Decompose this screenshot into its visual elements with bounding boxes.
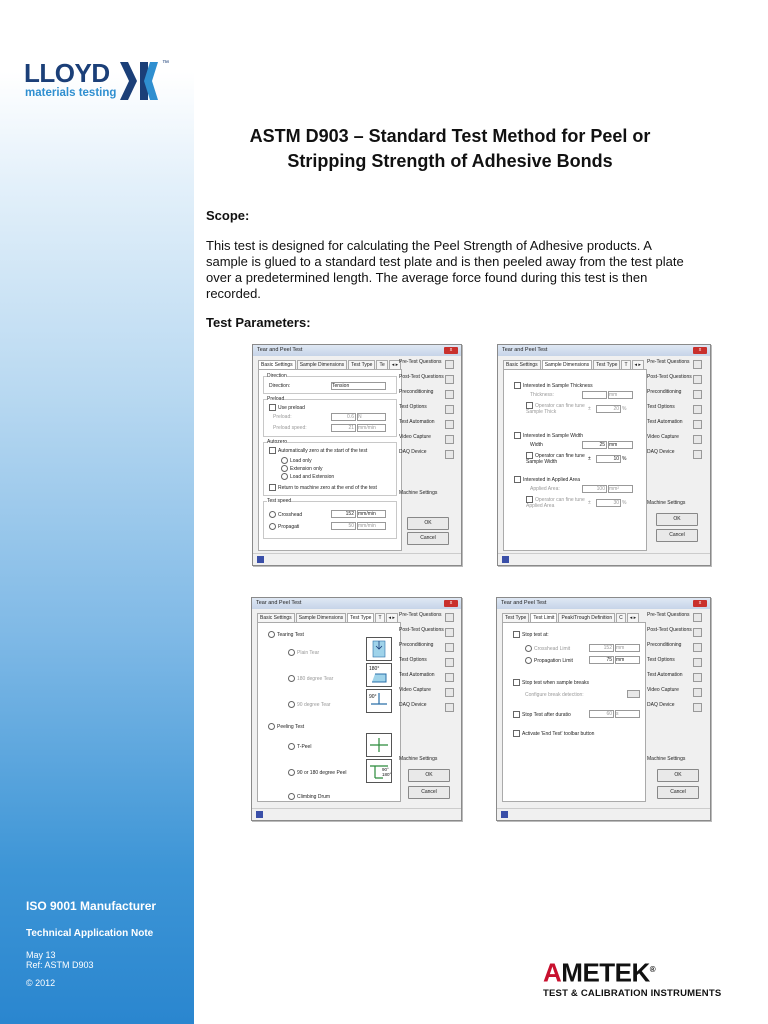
cancel-button[interactable]: Cancel	[408, 786, 450, 799]
auto-zero-label: Automatically zero at the start of the test	[278, 447, 368, 454]
tear-180-label: 180 degree Tear	[297, 675, 334, 682]
right-item-label: Pre-Test Questions	[399, 359, 442, 365]
configure-break-label: Configure break detection:	[525, 692, 584, 698]
lloyd-logo	[24, 60, 174, 104]
settings-icon[interactable]	[445, 375, 454, 384]
peel-90-180-label: 90 or 180 degree Peel	[297, 769, 347, 776]
settings-icon[interactable]	[693, 375, 702, 384]
screenshot-test-type	[251, 597, 462, 821]
tab-test-type[interactable]: Test Type	[347, 613, 374, 622]
t-peel-radio[interactable]	[288, 743, 311, 750]
stop-breaks-checkbox[interactable]	[513, 679, 589, 686]
t-peel-diagram-icon	[366, 733, 392, 757]
settings-icon[interactable]	[693, 613, 702, 622]
ok-button[interactable]: OK	[656, 513, 698, 526]
right-item-label: DAQ Device	[647, 449, 675, 455]
tear-180-diagram-icon	[366, 663, 392, 687]
plain-tear-label: Plain Tear	[297, 649, 320, 656]
tear-90-radio[interactable]	[288, 701, 331, 708]
width-checkbox[interactable]	[514, 432, 583, 439]
machine-settings-label: Machine Settings	[647, 500, 686, 506]
settings-icon[interactable]	[445, 628, 454, 637]
thickness-label: Thickness:	[530, 392, 554, 398]
area-pct-sign: %	[622, 500, 627, 506]
right-item-label: Preconditioning	[399, 389, 434, 395]
right-item-post-test[interactable]	[399, 374, 455, 389]
stop-duration-checkbox[interactable]	[513, 711, 571, 718]
right-menu	[399, 359, 455, 464]
settings-icon[interactable]	[693, 643, 702, 652]
tab-peak-trough[interactable]: Peak/Trough Definition	[558, 613, 615, 622]
right-item-label: Video Capture	[399, 434, 431, 440]
settings-icon[interactable]	[693, 703, 702, 712]
status-bar	[498, 553, 710, 565]
right-item-preconditioning[interactable]	[647, 642, 703, 657]
area-unit-select[interactable]: mm²	[608, 485, 633, 493]
settings-icon[interactable]	[693, 658, 702, 667]
ok-button[interactable]: OK	[407, 517, 449, 530]
right-item-label: Pre-Test Questions	[647, 359, 690, 365]
registered-mark: ®	[649, 965, 656, 974]
note-type: Technical Application Note	[26, 928, 154, 939]
settings-icon[interactable]	[693, 673, 702, 682]
width-tune-checkbox[interactable]	[526, 452, 586, 465]
cancel-button[interactable]: Cancel	[656, 529, 698, 542]
machine-settings-label: Machine Settings	[647, 756, 686, 762]
load-extension-radio[interactable]	[281, 473, 334, 480]
duration-unit-select[interactable]: s	[615, 710, 640, 718]
settings-icon[interactable]	[693, 628, 702, 637]
app-icon	[256, 811, 263, 818]
right-item-test-options[interactable]	[647, 657, 703, 672]
propagation-radio[interactable]	[269, 523, 299, 530]
tab-test-limit[interactable]: Test Limit	[530, 613, 557, 622]
right-item-post-test[interactable]	[647, 627, 703, 642]
settings-icon[interactable]	[445, 420, 454, 429]
scope-text: This test is designed for calculating the Peel Strength of Adhesive products. A sample is glued to a standard test plate and is then peeled away from the test plate over a predetermined length. The average force found during this test is then recorded.	[206, 238, 684, 301]
right-item-test-automation[interactable]	[647, 419, 703, 434]
direction-value: Tension	[332, 383, 350, 389]
thickness-pct-field[interactable]: 20	[596, 405, 621, 413]
dialog-titlebar	[497, 598, 710, 609]
deg-90-label: 90°	[369, 694, 377, 700]
dimensions-panel	[503, 369, 647, 551]
test-limit-panel	[502, 622, 646, 802]
close-icon[interactable]: x	[693, 600, 707, 607]
right-item-preconditioning[interactable]	[399, 642, 455, 657]
right-item-label: DAQ Device	[647, 702, 675, 708]
thickness-tune-checkbox[interactable]	[526, 402, 586, 415]
right-item-pre-test[interactable]	[399, 612, 455, 627]
settings-icon[interactable]	[693, 450, 702, 459]
lloyd-k-mark-icon	[118, 62, 160, 100]
crosshead-limit-radio[interactable]	[525, 645, 570, 652]
right-item-label: Preconditioning	[647, 389, 682, 395]
extension-only-radio[interactable]	[281, 465, 323, 472]
peeling-test-radio[interactable]	[268, 723, 304, 730]
settings-icon[interactable]	[445, 390, 454, 399]
area-label: Applied Area:	[530, 486, 560, 492]
app-icon	[257, 556, 264, 563]
auto-zero-checkbox[interactable]	[269, 447, 367, 454]
tab-scroll-arrows[interactable]: ◂ ▸	[389, 360, 401, 369]
settings-icon[interactable]	[445, 703, 454, 712]
propagation-limit-field[interactable]: 75	[589, 656, 614, 664]
width-check-label: Interested in Sample Width	[523, 432, 584, 439]
tab-strip	[503, 360, 645, 369]
stop-test-at-checkbox[interactable]	[513, 631, 549, 638]
right-item-video-capture[interactable]	[647, 434, 703, 449]
propagation-label: Propagati	[278, 523, 300, 530]
tab-sample-dimensions[interactable]: Sample Dimensions	[297, 360, 347, 369]
crosshead-radio[interactable]	[269, 511, 302, 518]
right-menu	[647, 359, 703, 464]
preload-speed-field[interactable]: 21	[331, 424, 356, 432]
right-item-preconditioning[interactable]	[647, 389, 703, 404]
propagation-limit-unit-select[interactable]: mm	[615, 656, 640, 664]
machine-settings-label: Machine Settings	[399, 756, 438, 762]
stop-test-at-label: Stop test at:	[522, 631, 549, 638]
t-peel-label: T-Peel	[297, 743, 312, 750]
settings-icon[interactable]	[445, 435, 454, 444]
area-pct-field[interactable]: 30	[596, 499, 621, 507]
return-zero-label: Return to machine zero at the end of the test	[278, 484, 377, 491]
status-bar	[252, 808, 461, 820]
end-test-button-checkbox[interactable]	[513, 730, 594, 737]
ametek-wordmark	[543, 956, 743, 987]
right-menu	[647, 612, 703, 717]
thickness-check-label: Interested in Sample Thickness	[523, 382, 593, 389]
right-item-test-automation[interactable]	[647, 672, 703, 687]
dialog-title: Tear and Peel Test	[501, 600, 547, 606]
tab-scroll-arrows[interactable]: ◂ ▸	[386, 613, 398, 622]
preload-group-label: Preload	[267, 396, 285, 402]
doc-date: May 13	[26, 950, 56, 960]
right-item-label: Test Automation	[399, 672, 435, 678]
area-check-label: Interested in Applied Area	[523, 476, 580, 483]
thickness-unit-select[interactable]: mm	[608, 391, 633, 399]
propagation-speed-field[interactable]: 50	[331, 522, 356, 530]
right-item-video-capture[interactable]	[647, 687, 703, 702]
propagation-unit-select[interactable]: mm/min	[357, 522, 386, 530]
tab-test-type[interactable]: Test Type	[502, 613, 529, 622]
peel-90-180-diagram-icon	[366, 759, 392, 783]
tearing-test-label: Tearing Test	[277, 631, 304, 638]
preload-label: Preload:	[273, 414, 292, 420]
use-preload-label: Use preload	[278, 404, 305, 411]
tab-basic-settings[interactable]: Basic Settings	[503, 360, 541, 369]
settings-icon[interactable]	[445, 673, 454, 682]
thickness-pct-sign: %	[622, 406, 627, 412]
preload-field[interactable]: 0.6	[331, 413, 356, 421]
right-item-label: Post-Test Questions	[647, 627, 692, 633]
ametek-a: A	[543, 957, 562, 988]
settings-icon[interactable]	[693, 405, 702, 414]
right-item-daq-device[interactable]	[647, 449, 703, 464]
stop-breaks-label: Stop test when sample breaks	[522, 679, 589, 686]
doc-ref: Ref: ASTM D903	[26, 960, 94, 970]
plain-tear-radio[interactable]	[288, 649, 319, 656]
right-menu	[399, 612, 455, 717]
right-item-label: Preconditioning	[399, 642, 434, 648]
screenshot-test-limit	[496, 597, 711, 821]
tear-90-label: 90 degree Tear	[297, 701, 331, 708]
right-item-daq-device[interactable]	[399, 702, 455, 717]
width-label: Width	[530, 442, 543, 448]
tab-test-type[interactable]: Test Type	[348, 360, 375, 369]
settings-icon[interactable]	[445, 613, 454, 622]
tab-basic-settings[interactable]: Basic Settings	[258, 360, 296, 369]
right-item-label: Video Capture	[399, 687, 431, 693]
configure-break-button[interactable]	[627, 690, 640, 698]
thickness-checkbox[interactable]	[514, 382, 593, 389]
ok-button[interactable]: OK	[408, 769, 450, 782]
app-icon	[502, 556, 509, 563]
close-icon[interactable]: x	[444, 347, 458, 354]
area-tune-checkbox[interactable]	[526, 496, 586, 509]
dialog-title: Tear and Peel Test	[502, 347, 548, 353]
settings-icon[interactable]	[693, 435, 702, 444]
tab-more[interactable]: T	[375, 613, 384, 622]
scope-heading: Scope:	[206, 208, 250, 223]
iso-label: ISO 9001 Manufacturer	[26, 899, 157, 913]
right-item-label: Test Automation	[647, 672, 683, 678]
app-icon	[501, 811, 508, 818]
tab-strip	[502, 613, 640, 622]
right-item-test-automation[interactable]	[399, 672, 455, 687]
width-pct-field[interactable]: 10	[596, 455, 621, 463]
width-pm: ±	[588, 456, 591, 462]
deg-180b-label: 180°	[382, 772, 391, 777]
area-tune-label: Operator can fine tune Applied Area	[526, 496, 585, 509]
settings-icon[interactable]	[445, 450, 454, 459]
params-heading: Test Parameters:	[206, 315, 311, 330]
thickness-tune-label: Operator can fine tune Sample Thick	[526, 402, 585, 415]
tab-strip	[257, 613, 399, 622]
right-item-label: Video Capture	[647, 687, 679, 693]
right-item-label: Pre-Test Questions	[647, 612, 690, 618]
preload-unit-select[interactable]: N	[357, 413, 386, 421]
area-checkbox[interactable]	[514, 476, 580, 483]
right-item-label: Post-Test Questions	[399, 374, 444, 380]
crosshead-limit-field[interactable]: 152	[589, 644, 614, 652]
deg-90b-label: 90°	[382, 767, 389, 772]
right-item-label: Test Automation	[647, 419, 683, 425]
settings-icon[interactable]	[693, 390, 702, 399]
stop-duration-label: Stop Test after duratio	[522, 711, 571, 718]
right-item-label: Test Options	[399, 657, 427, 663]
duration-field[interactable]: 60	[589, 710, 614, 718]
climbing-drum-radio[interactable]	[288, 793, 330, 800]
settings-icon[interactable]	[693, 688, 702, 697]
copyright: © 2012	[26, 978, 56, 988]
sidebar	[0, 0, 194, 1024]
dialog-titlebar	[253, 345, 461, 356]
right-item-preconditioning[interactable]	[399, 389, 455, 404]
speed-group-label: Test speed	[267, 498, 292, 504]
right-item-label: Post-Test Questions	[399, 627, 444, 633]
speed-group	[263, 501, 397, 539]
right-item-label: Video Capture	[647, 434, 679, 440]
load-only-radio[interactable]	[281, 457, 312, 464]
thickness-field[interactable]	[582, 391, 607, 399]
screenshot-sample-dimensions	[497, 344, 711, 566]
right-item-post-test[interactable]	[647, 374, 703, 389]
right-item-test-options[interactable]	[399, 657, 455, 672]
dialog-titlebar	[498, 345, 710, 356]
area-field[interactable]: 100	[582, 485, 607, 493]
load-extension-label: Load and Extension	[290, 473, 335, 480]
close-icon[interactable]: x	[693, 347, 707, 354]
right-item-test-options[interactable]	[647, 404, 703, 419]
right-item-video-capture[interactable]	[399, 687, 455, 702]
crosshead-limit-label: Crosshead Limit	[534, 645, 571, 652]
status-bar	[253, 553, 461, 565]
cancel-button[interactable]: Cancel	[657, 786, 699, 799]
crosshead-limit-unit-select[interactable]: mm	[615, 644, 640, 652]
title-line-2: Stripping Strength of Adhesive Bonds	[287, 151, 613, 171]
right-item-label: DAQ Device	[399, 449, 427, 455]
propagation-limit-label: Propagation Limit	[534, 657, 573, 664]
tab-scroll-arrows[interactable]: ◂ ▸	[632, 360, 644, 369]
right-item-daq-device[interactable]	[399, 449, 455, 464]
load-only-label: Load only	[290, 457, 312, 464]
width-pct-sign: %	[622, 456, 627, 462]
direction-group-label: Direction	[267, 373, 287, 379]
deg-180-label: 180°	[369, 666, 380, 672]
peeling-test-label: Peeling Test	[277, 723, 305, 730]
autozero-group-label: Autozero	[267, 439, 288, 445]
screenshot-basic-settings	[252, 344, 462, 566]
page-title	[200, 124, 700, 174]
area-pm: ±	[588, 500, 591, 506]
right-item-label: Post-Test Questions	[647, 374, 692, 380]
right-item-label: Test Options	[399, 404, 427, 410]
crosshead-speed-field[interactable]: 152	[331, 510, 356, 518]
dialog-title: Tear and Peel Test	[257, 347, 303, 353]
right-item-daq-device[interactable]	[647, 702, 703, 717]
tear-180-radio[interactable]	[288, 675, 333, 682]
right-item-label: Preconditioning	[647, 642, 682, 648]
tab-strip	[258, 360, 402, 369]
tear-90-diagram-icon	[366, 689, 392, 713]
settings-icon[interactable]	[445, 360, 454, 369]
settings-icon[interactable]	[445, 405, 454, 414]
end-test-button-label: Activate 'End Test' toolbar button	[522, 730, 595, 737]
right-item-label: DAQ Device	[399, 702, 427, 708]
settings-icon[interactable]	[693, 360, 702, 369]
tearing-test-radio[interactable]	[268, 631, 304, 638]
ok-button[interactable]: OK	[657, 769, 699, 782]
title-line-1: ASTM D903 – Standard Test Method for Peel or	[249, 126, 651, 146]
tab-basic-settings[interactable]: Basic Settings	[257, 613, 295, 622]
trademark: ™	[162, 60, 169, 67]
preload-speed-label: Preload speed:	[273, 425, 307, 431]
right-item-test-options[interactable]	[399, 404, 455, 419]
right-item-test-automation[interactable]	[399, 419, 455, 434]
tab-sample-dimensions[interactable]: Sample Dimensions	[296, 613, 346, 622]
dialog-titlebar	[252, 598, 461, 609]
tab-test-type[interactable]: Test Type	[593, 360, 620, 369]
settings-panel	[258, 369, 402, 551]
machine-settings-label: Machine Settings	[399, 490, 438, 496]
right-item-pre-test[interactable]	[647, 359, 703, 374]
width-tune-label: Operator can fine tune Sample Width	[526, 452, 585, 465]
width-field[interactable]: 25	[582, 441, 607, 449]
direction-label: Direction:	[269, 383, 291, 389]
ametek-logo	[543, 956, 743, 999]
right-item-label: Pre-Test Questions	[399, 612, 442, 618]
logo-subtitle: materials testing	[25, 87, 117, 99]
plain-tear-diagram-icon	[366, 637, 392, 661]
settings-icon[interactable]	[445, 643, 454, 652]
preload-speed-unit-select[interactable]: mm/min	[357, 424, 386, 432]
cancel-button[interactable]: Cancel	[407, 532, 449, 545]
ametek-subtitle: TEST & CALIBRATION INSTRUMENTS	[543, 987, 722, 999]
settings-icon[interactable]	[445, 688, 454, 697]
use-preload-checkbox[interactable]	[269, 404, 305, 411]
right-item-label: Test Automation	[399, 419, 435, 425]
close-icon[interactable]: x	[444, 600, 458, 607]
width-unit-select[interactable]: mm	[608, 441, 633, 449]
crosshead-unit-select[interactable]: mm/min	[357, 510, 386, 518]
settings-icon[interactable]	[693, 420, 702, 429]
climbing-drum-label: Climbing Drum	[297, 793, 331, 800]
tab-more[interactable]: C	[616, 613, 626, 622]
tab-more[interactable]: T	[621, 360, 630, 369]
right-item-label: Test Options	[647, 657, 675, 663]
ametek-rest: METEK	[561, 957, 650, 988]
peel-90-180-radio[interactable]	[288, 769, 346, 776]
right-item-video-capture[interactable]	[399, 434, 455, 449]
thickness-pm: ±	[588, 406, 591, 412]
test-type-panel	[257, 622, 401, 802]
tab-sample-dimensions[interactable]: Sample Dimensions	[542, 360, 592, 369]
dialog-title: Tear and Peel Test	[256, 600, 302, 606]
extension-only-label: Extension only	[290, 465, 323, 472]
right-item-label: Test Options	[647, 404, 675, 410]
propagation-limit-radio[interactable]	[525, 657, 573, 664]
status-bar	[497, 808, 710, 820]
settings-icon[interactable]	[445, 658, 454, 667]
tab-scroll-arrows[interactable]: ◂ ▸	[627, 613, 639, 622]
right-item-post-test[interactable]	[399, 627, 455, 642]
tab-more[interactable]: Te	[376, 360, 387, 369]
right-item-pre-test[interactable]	[647, 612, 703, 627]
right-item-pre-test[interactable]	[399, 359, 455, 374]
crosshead-label: Crosshead	[278, 511, 303, 518]
direction-select[interactable]	[331, 382, 386, 390]
return-zero-checkbox[interactable]	[269, 484, 377, 491]
logo-wordmark: LLOYD	[24, 58, 110, 88]
